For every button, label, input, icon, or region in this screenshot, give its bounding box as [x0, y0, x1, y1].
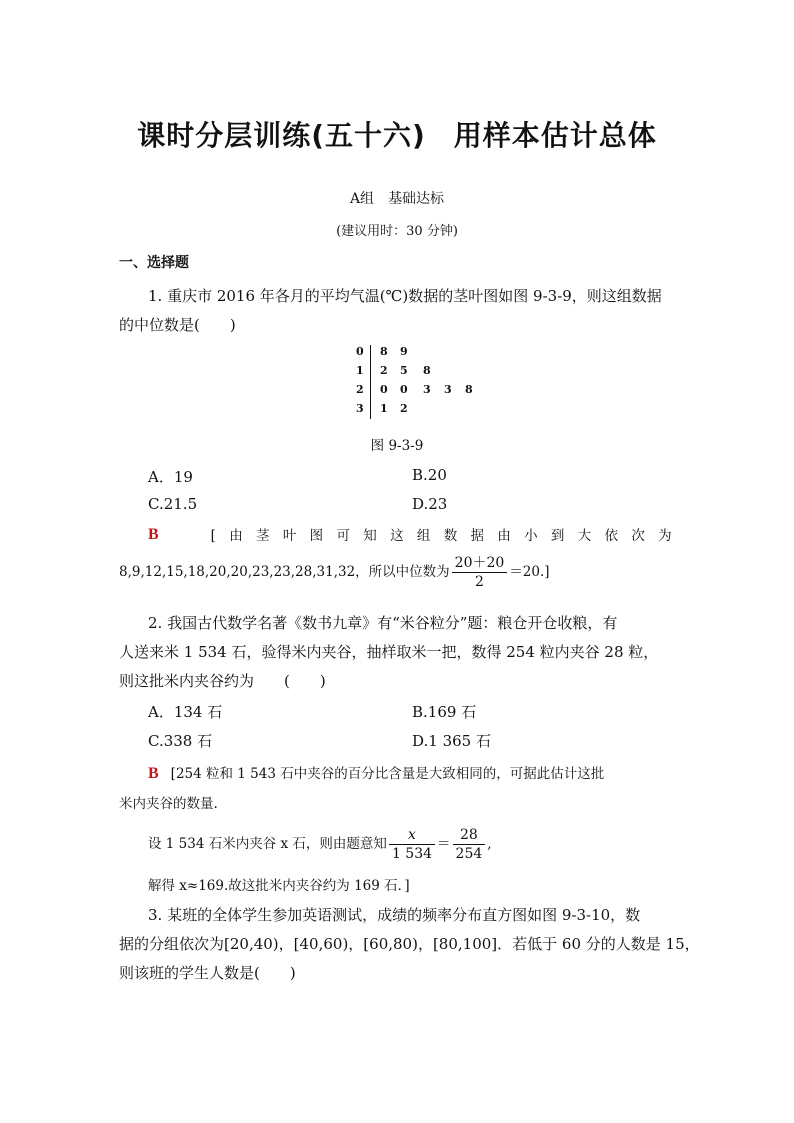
- leaf-value: 3: [423, 383, 431, 396]
- fraction-numerator: 28: [453, 826, 486, 845]
- q2-option-a: A．134 石: [148, 703, 223, 721]
- stem-leaf-plot: [350, 343, 490, 421]
- q2-option-c: C.338 石: [148, 732, 213, 750]
- section-heading: 一、选择题: [119, 255, 189, 271]
- q2-text-line-3: 则这批米内夹谷约为 ( ): [119, 672, 326, 690]
- q3-text-line-3: 则该班的学生人数是( ): [119, 964, 296, 982]
- title-part-1: 课时分层训练(五十六): [137, 119, 426, 152]
- q1-answer: B: [148, 526, 159, 543]
- q3-text-line-1: 3. 某班的全体学生参加英语测试，成绩的频率分布直方图如图 9-3-10，数: [148, 906, 641, 924]
- leaf-value: 9: [400, 345, 408, 358]
- leaf-value: 8: [465, 383, 473, 396]
- page-title: [0, 114, 794, 154]
- q2-option-b: B.169 石: [412, 703, 477, 721]
- leaf-value: 8: [423, 364, 431, 377]
- q1-solution-text: [由茎叶图可知这组数据由小到大依次为: [210, 528, 672, 544]
- q2-solution-setup: 设 1 534 石米内夹谷 x 石，则由题意知: [148, 836, 387, 852]
- comma: ,: [487, 836, 492, 852]
- leaf-value: 2: [400, 402, 408, 415]
- median-fraction: [452, 554, 508, 591]
- leaf-value: 0: [400, 383, 408, 396]
- stem-value: 1: [356, 364, 364, 377]
- q1-text-line-2: 的中位数是( ): [119, 316, 236, 334]
- fraction-denominator: 254: [455, 846, 483, 862]
- q1-solution-line-1: [148, 524, 672, 544]
- leaf-value: 3: [444, 383, 452, 396]
- group-heading: [0, 188, 794, 208]
- group-label: A组: [349, 191, 375, 207]
- stem-divider: [370, 345, 371, 419]
- ratio-fraction-right: [453, 826, 486, 863]
- ratio-fraction-left: [389, 826, 435, 863]
- q1-solution-result: ＝20.]: [509, 564, 550, 580]
- leaf-value: 2: [380, 364, 388, 377]
- q2-solution-text: [254 粒和 1 543 石中夹谷的百分比含量是大致相同的，可据此估计这批: [170, 766, 605, 782]
- q2-text-line-1: 2. 我国古代数学名著《数书九章》有“米谷粒分”题：粮仓开仓收粮，有: [148, 614, 618, 632]
- group-subtitle: 基础达标: [388, 191, 445, 207]
- leaf-value: 1: [380, 402, 388, 415]
- q3-text-line-2: 据的分组依次为[20,40)，[40,60)，[60,80)，[80,100]．若低于 60 分的人数是 15，: [119, 935, 700, 953]
- q2-solution-line-4: 解得 x≈169.故这批米内夹谷约为 169 石．]: [148, 878, 410, 894]
- fraction-denominator: 2: [475, 574, 484, 590]
- figure-caption: 图 9-3-9: [370, 438, 424, 454]
- title-part-2: 用样本估计总体: [453, 119, 657, 152]
- q2-text-line-2: 人送来米 1 534 石，验得米内夹谷，抽样取米一把，数得 254 粒内夹谷 28 粒，: [119, 643, 659, 661]
- q1-solution-data: 8,9,12,15,18,20,20,23,23,28,31,32，所以中位数为: [119, 564, 450, 580]
- fraction-numerator: x: [389, 826, 435, 845]
- stem-value: 0: [356, 345, 364, 358]
- q1-solution-line-2: [119, 554, 550, 591]
- leaf-value: 0: [380, 383, 388, 396]
- q2-answer: B: [148, 765, 159, 782]
- equals-sign: ＝: [437, 836, 451, 852]
- q2-option-d: D.1 365 石: [412, 732, 491, 750]
- stem-value: 2: [356, 383, 364, 396]
- q2-solution-line-1: [148, 762, 604, 783]
- q1-text-line-1: 1. 重庆市 2016 年各月的平均气温(℃)数据的茎叶图如图 9-3-9，则这组数据: [148, 287, 662, 305]
- suggested-time: (建议用时：30 分钟): [336, 224, 458, 239]
- q1-option-c: C.21.5: [148, 495, 198, 513]
- fraction-numerator: 20＋20: [452, 554, 508, 573]
- q2-solution-line-2: 米内夹谷的数量.: [119, 796, 218, 812]
- leaf-value: 8: [380, 345, 388, 358]
- fraction-denominator: 1 534: [391, 846, 433, 862]
- q1-option-a: A．19: [148, 468, 193, 486]
- q1-option-b: B.20: [412, 466, 447, 484]
- q1-option-d: D.23: [412, 495, 448, 513]
- q2-solution-line-3: [148, 826, 492, 863]
- leaf-value: 5: [400, 364, 408, 377]
- stem-value: 3: [356, 402, 364, 415]
